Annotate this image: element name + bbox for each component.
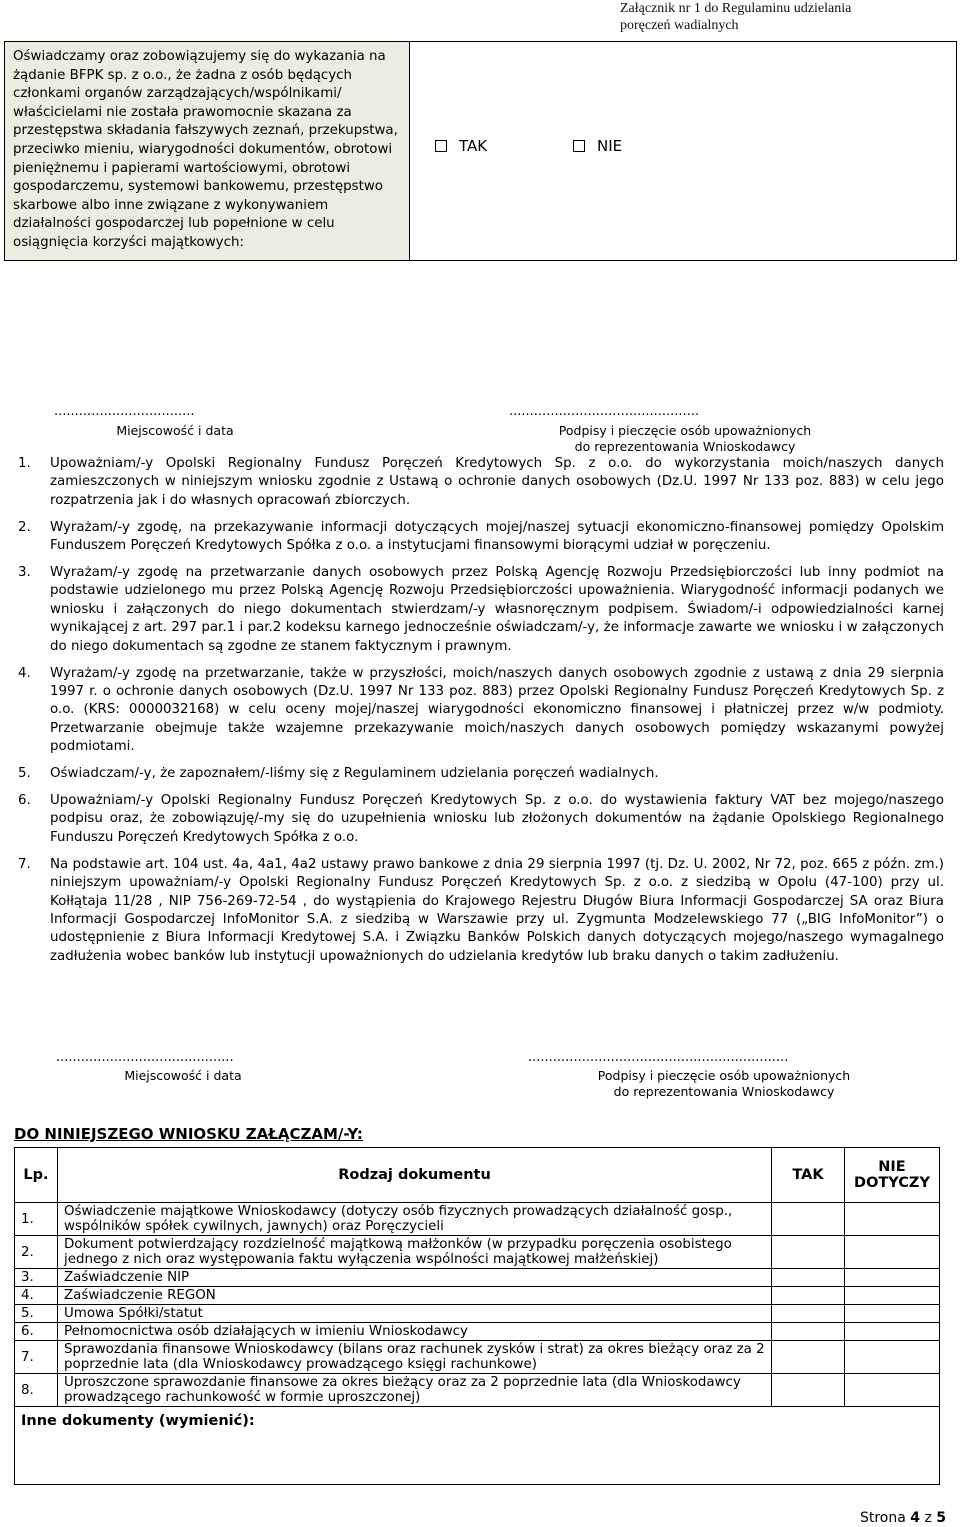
row-yes-cell[interactable] [772,1287,845,1305]
signature-label-line: Podpisy i pieczęcie osób upoważnionych [558,423,812,438]
consent-item [18,455,944,510]
table-row [15,1287,940,1305]
option-yes-label: TAK [459,137,488,155]
page-number [860,1510,946,1526]
row-number: 1. [15,1203,58,1236]
table-header-row [15,1148,940,1203]
row-yes-cell[interactable] [772,1269,845,1287]
consent-number: 1. [18,456,31,471]
page-sep: z [920,1510,937,1526]
consent-number: 6. [18,793,31,808]
signature-line: .............................................. [509,404,700,419]
consent-number: 4. [18,665,31,681]
row-na-cell[interactable] [845,1287,940,1305]
consent-item [18,665,944,757]
row-document: Dokument potwierdzający rozdzielność majątkową małżonków (w przypadku poręczenia osobistego jednego z nich oraz występowania faktu wyłączenia wspólności majątkowej małżeńskiej) [58,1236,772,1269]
signature-label-line: do reprezentowania Wnioskodawcy [574,439,796,454]
annex-note-line: Załącznik nr 1 do Regulaminu udzielania [620,1,852,16]
row-na-cell[interactable] [845,1305,940,1323]
signature-label-line: Podpisy i pieczęcie osób upoważnionych [597,1068,851,1083]
consent-text: Upoważniam/-y Opolski Regionalny Fundusz Poręczeń Kredytowych Sp. z o.o. do wykorzystania moich/naszych danych zamieszczonych w niniejszym wniosku zgodnie z Ustawą o ochronie danych osobowych (Dz.U. 1997 Nr 133 poz. 883) w celu jego rozpatrzenia jak i do własnych opracowań zbiorczych. [50,456,944,508]
column-header-yes: TAK [772,1148,845,1203]
total-pages: 5 [936,1510,946,1526]
annex-note-line: poręczeń wadialnych [620,18,739,33]
row-yes-cell[interactable] [772,1341,845,1374]
row-yes-cell[interactable] [772,1374,845,1407]
row-document: Uproszczone sprawozdanie finansowe za okres bieżący oraz za 2 poprzednie lata (dla Wnioskodawcy prowadzącego rachunkowość w formie uproszczonej) [58,1374,772,1407]
signature-line: ............................................................... [528,1050,789,1065]
place-date-label: Miejscowość i data [124,1068,242,1083]
row-number: 8. [15,1374,58,1407]
signature-label [559,1068,889,1100]
consent-text: Na podstawie art. 104 ust. 4a, 4a1, 4a2 ustawy prawo bankowe z dnia 29 sierpnia 1997 (tj. Dz. U. 2002, Nr 72, poz. 665 z późn. zm.) niniejszym upoważniam/-y Opolski Regionalny Fundusz Poręczeń Kredytowych Sp. z o.o. z siedzibą w Opolu (47-100) przy ul. Kołłątaja 11/28 , NIP 756-269-72-54 , do wystąpienia do Krajowego Rejestru Długów Biura Informacji Gospodarczej SA oraz Biura Informacji Gospodarczej InfoMonitor S.A. z siedzibą w Warszawie przy ul. Zygmunta Modzelewskiego 77 („BIG InfoMonitor”) o udostępnienie z Biura Informacji Kredytowej S.A. i Związku Banków Polskich danych dotyczących mojego/naszego wymagalnego zadłużenia wobec banków lub instytucji upoważnionych do udzielania kredytów lub braku danych o takim zadłużeniu. [50,856,944,964]
row-yes-cell[interactable] [772,1323,845,1341]
row-number: 3. [15,1269,58,1287]
signature-label [520,423,850,455]
consent-text: Wyrażam/-y zgodę na przetwarzanie danych osobowych przez Polską Agencję Rozwoju Przedsiębiorczości lub inny podmiot na podstawie udzielonego mu przez Polską Agencję Rozwoju Przedsiębiorczości upoważnienia. Wiarygodność informacji podanych we wniosku i załączonych do niego dokumentach stwierdzam/-y własnoręcznym podpisem. Świadom/-i odpowiedzialności karnej wynikającej z art. 297 par.1 i par.2 kodeksu karnego jednocześnie oświadczam/-y, że informacje zawarte we wniosku i w załączonych do niego dokumentach są zgodne ze stanem faktycznym i prawnym. [50,565,944,654]
table-row [15,1236,940,1269]
table-row [15,1323,940,1341]
page-prefix: Strona [859,1510,911,1526]
row-number: 2. [15,1236,58,1269]
current-page: 4 [910,1510,920,1526]
place-date-label: Miejscowość i data [116,423,234,438]
table-row [15,1203,940,1236]
row-na-cell[interactable] [845,1269,940,1287]
option-yes[interactable] [435,137,487,155]
row-document: Sprawozdania finansowe Wnioskodawcy (bilans oraz rachunek zysków i strat) za okres bieżący oraz za 2 poprzednie lata (dla Wnioskodawcy prowadzącego księgi rachunkowe) [58,1341,772,1374]
consent-text: Oświadczam/-y, że zapoznałem/-liśmy się z Regulaminem udzielania poręczeń wadialnych. [50,766,659,782]
row-number: 5. [15,1305,58,1323]
row-number: 4. [15,1287,58,1305]
checkbox-yes[interactable] [435,140,447,152]
option-no[interactable] [573,137,622,155]
column-header-lp: Lp. [15,1148,58,1203]
other-documents-label: Inne dokumenty (wymienić): [15,1407,940,1485]
table-row [15,1341,940,1374]
row-na-cell[interactable] [845,1323,940,1341]
consent-number: 5. [18,766,31,782]
row-na-cell[interactable] [845,1236,940,1269]
row-na-cell[interactable] [845,1374,940,1407]
place-date-line: ........................................... [56,1050,234,1065]
place-date-line: .................................. [54,404,195,419]
declaration-table [4,41,957,261]
other-documents-row[interactable] [15,1407,940,1485]
consent-number: 7. [18,856,31,872]
row-na-cell[interactable] [845,1203,940,1236]
consent-item [18,564,944,656]
row-document: Umowa Spółki/statut [58,1305,772,1323]
row-yes-cell[interactable] [772,1305,845,1323]
consent-text: Upoważniam/-y Opolski Regionalny Fundusz Poręczeń Kredytowych Sp. z o.o. do wystawienia faktury VAT bez mojego/naszego podpisu oraz, że zobowiązuję/-my się do uzupełnienia wniosku lub złożonych dokumentów na żądanie Opolskiego Regionalnego Funduszu Poręczeń Kredytowych Spółka z o.o. [50,793,944,845]
attachments-table [14,1147,940,1485]
attachments-heading: DO NINIEJSZEGO WNIOSKU ZAŁĄCZAM/-Y: [14,1125,363,1143]
consent-item [18,519,944,556]
row-document: Pełnomocnictwa osób działających w imieniu Wnioskodawcy [58,1323,772,1341]
table-row [15,1269,940,1287]
consent-item [18,792,944,847]
consent-number: 3. [18,565,31,581]
column-header-doc-type: Rodzaj dokumentu [58,1148,772,1203]
declaration-answer-cell [410,42,956,260]
row-document: Zaświadczenie NIP [58,1269,772,1287]
option-no-label: NIE [597,137,623,155]
row-number: 6. [15,1323,58,1341]
row-yes-cell[interactable] [772,1203,845,1236]
signature-label-line: do reprezentowania Wnioskodawcy [613,1084,835,1099]
annex-note [620,0,950,34]
row-number: 7. [15,1341,58,1374]
consent-text: Wyrażam/-y zgodę na przetwarzanie, także w przyszłości, moich/naszych danych osobowych zgodnie z ustawą z dnia 29 sierpnia 1997 r. o ochronie danych osobowych (Dz.U. 1997 Nr 133 poz. 883) przez Opolski Regionalny Fundusz Poręczeń Kredytowych Sp. z o.o. (KRS: 0000032168) w celu oceny mojej/naszej wiarygodności ekonomiczno finansowej i płatniczej przez w/w podmioty. Przetwarzanie obejmuje także wzajemne przekazywanie moich/naszych danych osobowych pomiędzy wskazanymi powyżej podmiotami. [50,665,944,755]
table-row [15,1305,940,1323]
column-header-not-applicable: NIE DOTYCZY [845,1148,940,1203]
consents-list [18,455,944,975]
declaration-text: Oświadczamy oraz zobowiązujemy się do wykazania na żądanie BFPK sp. z o.o., że żadna z osób będących członkami organów zarządzających/wspólnikami/ właścicielami nie została prawomocnie skazana za przestępstwa składania fałszywych zeznań, przekupstwa, przeciwko mieniu, wiarygodności dokumentów, obrotowi pieniężnemu i papierami wartościowymi, obrotowi gospodarczemu, systemowi bankowemu, przestępstwo skarbowe albo inne związane z wykonywaniem działalności gospodarczej lub popełnione w celu osiągnięcia korzyści majątkowych: [5,42,410,260]
table-row [15,1374,940,1407]
consent-text: Wyrażam/-y zgodę, na przekazywanie informacji dotyczących mojej/naszej sytuacji ekonomiczno-finansowej pomiędzy Opolskim Funduszem Poręczeń Kredytowych Spółka z o.o. a instytucjami finansowymi biorącymi udział w poręczeniu. [50,519,944,554]
consent-number: 2. [18,519,31,535]
row-document: Zaświadczenie REGON [58,1287,772,1305]
checkbox-no[interactable] [573,140,585,152]
consent-item [18,765,944,783]
consent-item [18,856,944,966]
row-yes-cell[interactable] [772,1236,845,1269]
row-na-cell[interactable] [845,1341,940,1374]
row-document: Oświadczenie majątkowe Wnioskodawcy (dotyczy osób fizycznych prowadzących działalność gosp., wspólników spółek cywilnych, jawnych) oraz Poręczycieli [58,1203,772,1236]
